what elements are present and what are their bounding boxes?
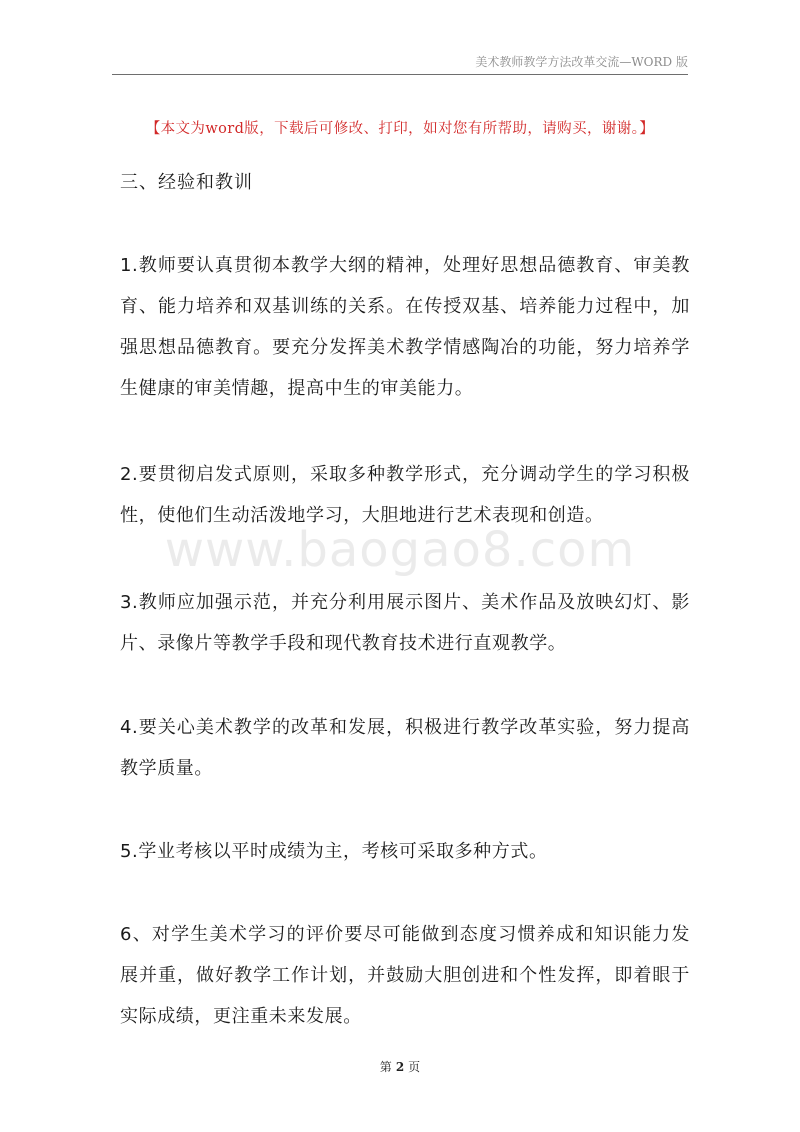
paragraph-1: 1.教师要认真贯彻本教学大纲的精神，处理好思想品德教育、审美教育、能力培养和双基训练的关系。在传授双基、培养能力过程中，加强思想品德教育。要充分发挥美术教学情感陶冶的功能，努力培养学生健康的审美情趣，提高中生的审美能力。 xyxy=(120,255,690,399)
page-number-value: 2 xyxy=(395,1060,405,1074)
paragraph-6: 6、对学生美术学习的评价要尽可能做到态度习惯养成和知识能力发展并重，做好教学工作计划，并鼓励大胆创进和个性发挥，即着眼于实际成绩，更注重未来发展。 xyxy=(120,924,690,1027)
watermark: www.baogao8.com xyxy=(164,522,636,578)
header-divider xyxy=(112,74,688,75)
section-heading: 三、经验和教训 xyxy=(120,172,253,193)
paragraph-5: 5.学业考核以平时成绩为主，考核可采取多种方式。 xyxy=(120,841,548,862)
paragraph-2: 2.要贯彻启发式原则，采取多种教学形式，充分调动学生的学习积极性，使他们生动活泼地学习，大胆地进行艺术表现和创造。 xyxy=(120,464,690,526)
page-number-suffix: 页 xyxy=(408,1060,421,1074)
paragraph-3: 3.教师应加强示范，并充分利用展示图片、美术作品及放映幻灯、影片、录像片等教学手段和现代教育技术进行直观教学。 xyxy=(120,592,690,654)
page-number xyxy=(0,1058,800,1075)
paragraph-4: 4.要关心美术教学的改革和发展，积极进行教学改革实验，努力提高教学质量。 xyxy=(120,717,690,779)
purchase-notice: 【本文为word版，下载后可修改、打印，如对您有所帮助，请购买，谢谢。】 xyxy=(145,121,655,137)
page-number-prefix: 第 xyxy=(379,1060,392,1074)
document-header-title: 美术教师教学方法改革交流—WORD 版 xyxy=(475,55,688,69)
